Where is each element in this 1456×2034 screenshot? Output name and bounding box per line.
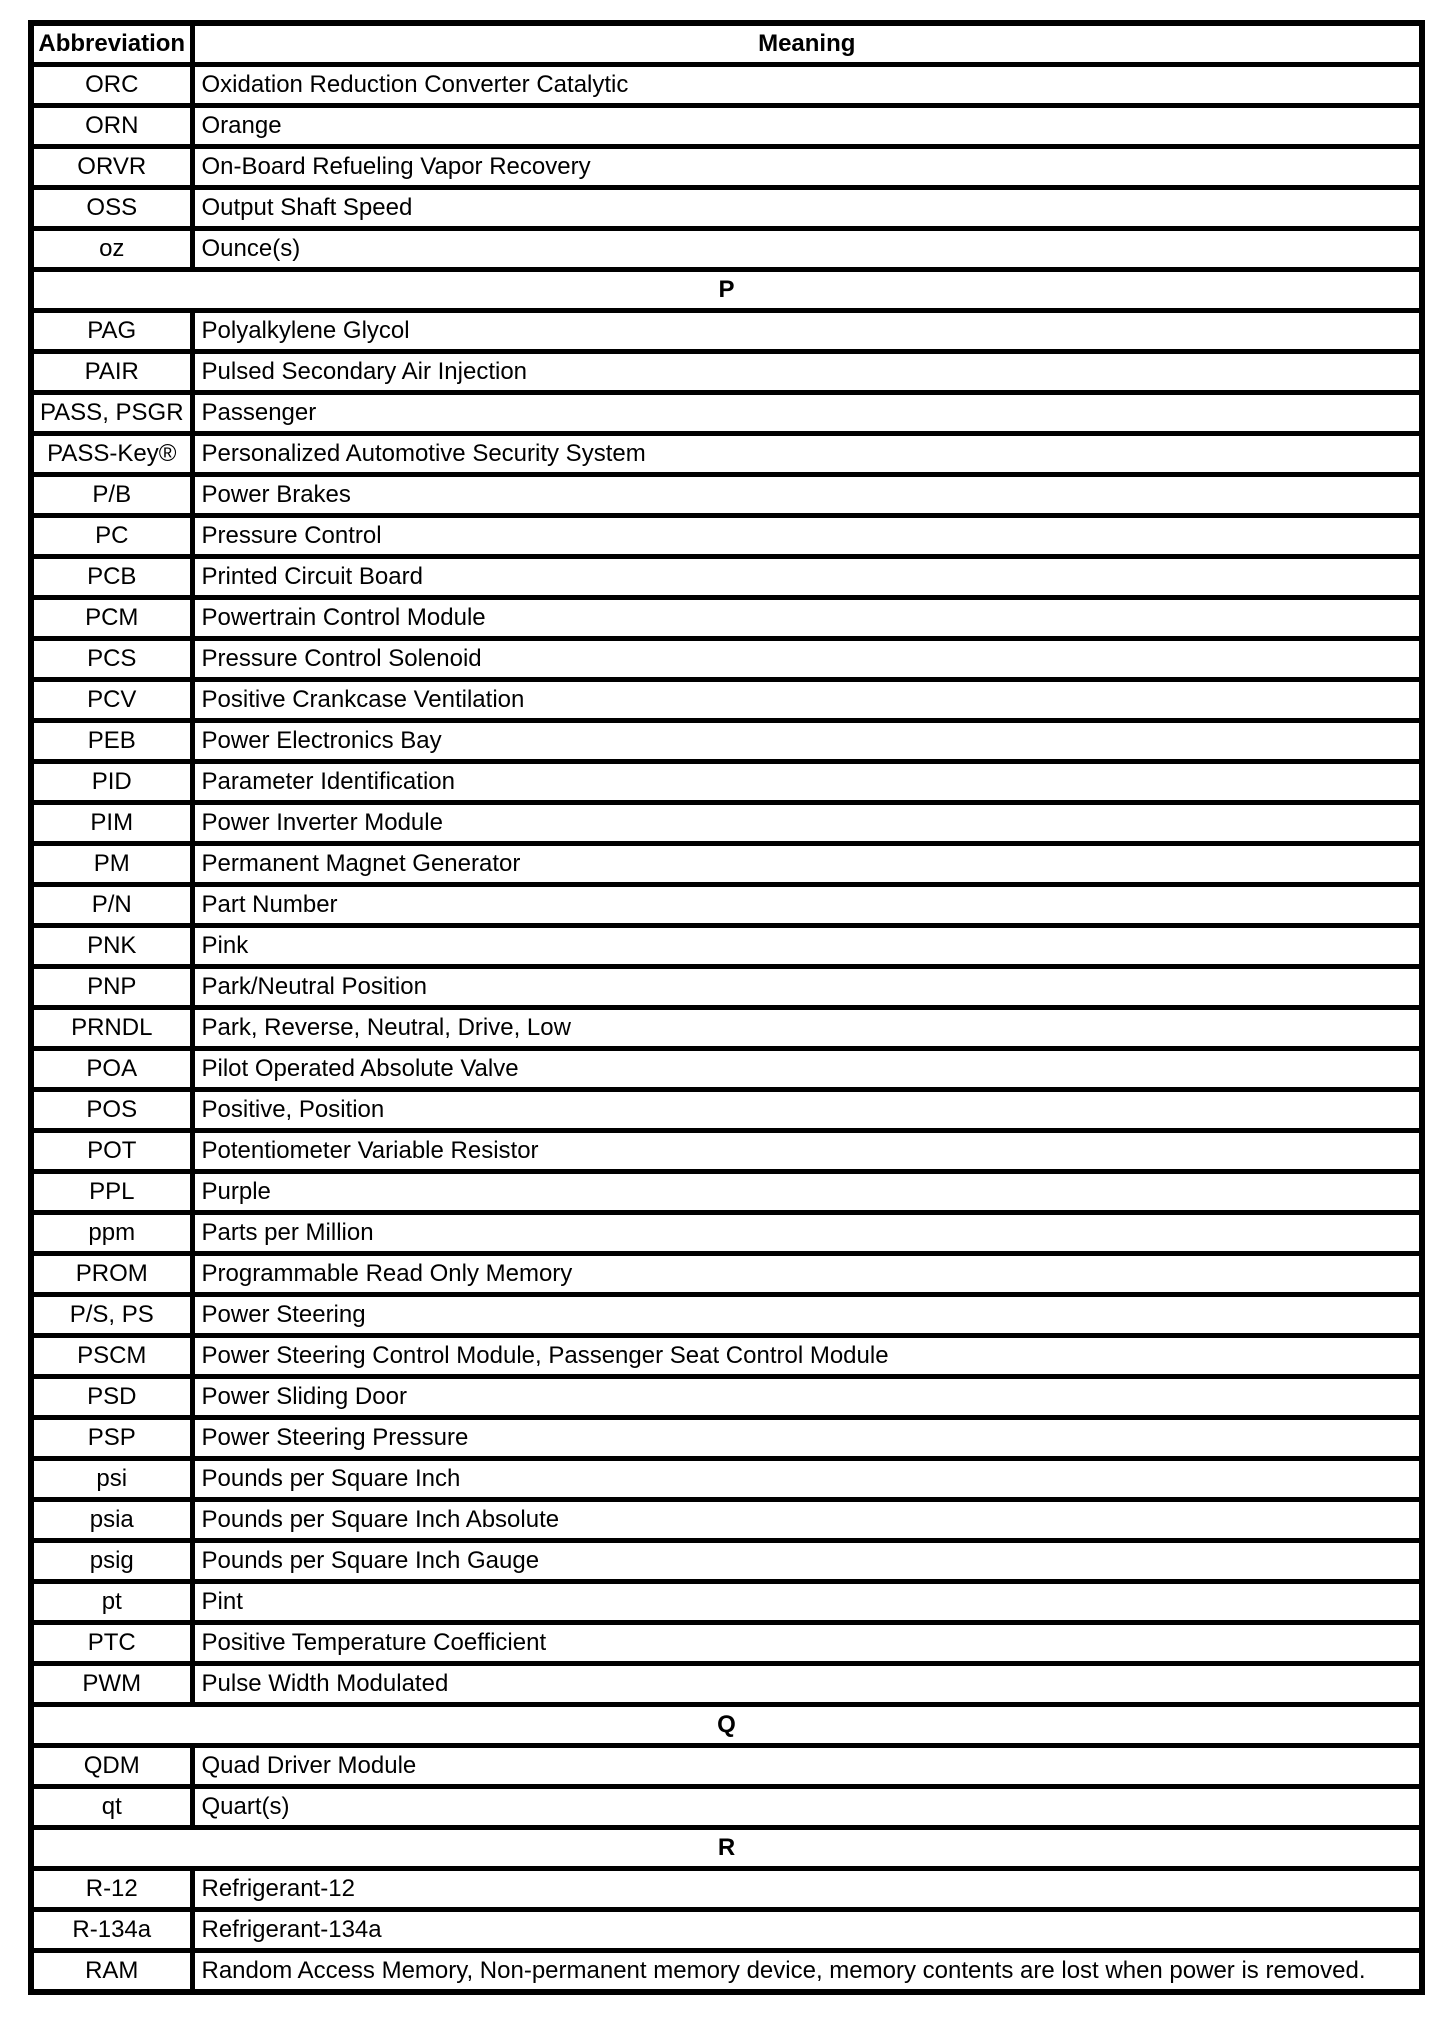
table-row: [31, 516, 1422, 557]
abbreviation-cell: PASS-Key®: [31, 434, 192, 475]
table-row: [31, 1090, 1422, 1131]
meaning-cell: Power Inverter Module: [192, 803, 1422, 844]
meaning-cell: Power Sliding Door: [192, 1377, 1422, 1418]
meaning-cell: Parameter Identification: [192, 762, 1422, 803]
table-row: [31, 1746, 1422, 1787]
table-row: [31, 1623, 1422, 1664]
table-row: [31, 844, 1422, 885]
abbreviation-cell: ORN: [31, 106, 192, 147]
meaning-cell: Quart(s): [192, 1787, 1422, 1828]
meaning-cell: Pounds per Square Inch Absolute: [192, 1500, 1422, 1541]
table-row: [31, 1049, 1422, 1090]
meaning-cell: Permanent Magnet Generator: [192, 844, 1422, 885]
abbreviation-cell: OSS: [31, 188, 192, 229]
table-row: [31, 1910, 1422, 1951]
abbreviation-cell: PSD: [31, 1377, 192, 1418]
meaning-cell: Oxidation Reduction Converter Catalytic: [192, 65, 1422, 106]
abbreviation-cell: PPL: [31, 1172, 192, 1213]
abbreviation-cell: PCM: [31, 598, 192, 639]
abbreviation-cell: PCV: [31, 680, 192, 721]
abbreviation-cell: PWM: [31, 1664, 192, 1705]
meaning-cell: Powertrain Control Module: [192, 598, 1422, 639]
abbreviation-cell: POA: [31, 1049, 192, 1090]
section-row: [31, 1828, 1422, 1869]
abbreviation-cell: PID: [31, 762, 192, 803]
meaning-cell: Positive, Position: [192, 1090, 1422, 1131]
section-row: [31, 270, 1422, 311]
abbreviation-cell: R-134a: [31, 1910, 192, 1951]
meaning-cell: Pounds per Square Inch Gauge: [192, 1541, 1422, 1582]
meaning-cell: Pressure Control Solenoid: [192, 639, 1422, 680]
abbreviation-cell: POS: [31, 1090, 192, 1131]
table-row: [31, 803, 1422, 844]
table-row: [31, 885, 1422, 926]
meaning-cell: Park/Neutral Position: [192, 967, 1422, 1008]
table-row: [31, 1500, 1422, 1541]
meaning-cell: Printed Circuit Board: [192, 557, 1422, 598]
table-row: [31, 1787, 1422, 1828]
section-row: [31, 1705, 1422, 1746]
abbreviation-cell: P/N: [31, 885, 192, 926]
table-row: [31, 65, 1422, 106]
meaning-cell: On-Board Refueling Vapor Recovery: [192, 147, 1422, 188]
abbreviation-cell: P/B: [31, 475, 192, 516]
abbreviation-cell: psia: [31, 1500, 192, 1541]
table-row: [31, 1008, 1422, 1049]
table-row: [31, 926, 1422, 967]
meaning-cell: Quad Driver Module: [192, 1746, 1422, 1787]
abbreviation-cell: POT: [31, 1131, 192, 1172]
meaning-cell: Pulsed Secondary Air Injection: [192, 352, 1422, 393]
table-row: [31, 1869, 1422, 1910]
abbreviation-cell: PNP: [31, 967, 192, 1008]
table-row: [31, 557, 1422, 598]
table-row: [31, 1459, 1422, 1500]
abbreviation-cell: PCB: [31, 557, 192, 598]
table-row: [31, 680, 1422, 721]
abbreviation-cell: RAM: [31, 1951, 192, 1993]
table-row: [31, 352, 1422, 393]
table-row: [31, 1664, 1422, 1705]
meaning-cell: Passenger: [192, 393, 1422, 434]
meaning-cell: Pint: [192, 1582, 1422, 1623]
abbreviation-cell: pt: [31, 1582, 192, 1623]
abbreviation-cell: psi: [31, 1459, 192, 1500]
meaning-cell: Power Steering: [192, 1295, 1422, 1336]
table-row: [31, 1213, 1422, 1254]
table-row: [31, 967, 1422, 1008]
abbreviation-cell: R-12: [31, 1869, 192, 1910]
table-row: [31, 1951, 1422, 1993]
table-row: [31, 1254, 1422, 1295]
table-row: [31, 1377, 1422, 1418]
table-row: [31, 639, 1422, 680]
meaning-cell: Power Steering Pressure: [192, 1418, 1422, 1459]
meaning-cell: Pulse Width Modulated: [192, 1664, 1422, 1705]
abbreviation-table: [28, 20, 1425, 1995]
meaning-cell: Pressure Control: [192, 516, 1422, 557]
header-abbreviation: Abbreviation: [31, 23, 192, 65]
abbreviation-cell: qt: [31, 1787, 192, 1828]
table-row: [31, 1336, 1422, 1377]
section-letter-label: R: [31, 1828, 1422, 1869]
table-row: [31, 1418, 1422, 1459]
abbreviation-cell: PSP: [31, 1418, 192, 1459]
table-row: [31, 106, 1422, 147]
abbreviation-cell: PAG: [31, 311, 192, 352]
table-row: [31, 147, 1422, 188]
table-row: [31, 1172, 1422, 1213]
abbreviation-cell: PSCM: [31, 1336, 192, 1377]
abbreviation-cell: PM: [31, 844, 192, 885]
meaning-cell: Pounds per Square Inch: [192, 1459, 1422, 1500]
meaning-cell: Part Number: [192, 885, 1422, 926]
abbreviation-cell: QDM: [31, 1746, 192, 1787]
table-row: [31, 311, 1422, 352]
meaning-cell: Ounce(s): [192, 229, 1422, 270]
meaning-cell: Personalized Automotive Security System: [192, 434, 1422, 475]
meaning-cell: Programmable Read Only Memory: [192, 1254, 1422, 1295]
table-row: [31, 598, 1422, 639]
table-row: [31, 475, 1422, 516]
table-row: [31, 188, 1422, 229]
meaning-cell: Potentiometer Variable Resistor: [192, 1131, 1422, 1172]
meaning-cell: Refrigerant-12: [192, 1869, 1422, 1910]
abbreviation-cell: ppm: [31, 1213, 192, 1254]
table-row: [31, 1131, 1422, 1172]
meaning-cell: Park, Reverse, Neutral, Drive, Low: [192, 1008, 1422, 1049]
meaning-cell: Parts per Million: [192, 1213, 1422, 1254]
abbreviation-cell: oz: [31, 229, 192, 270]
meaning-cell: Power Electronics Bay: [192, 721, 1422, 762]
abbreviation-cell: PC: [31, 516, 192, 557]
abbreviation-cell: ORC: [31, 65, 192, 106]
meaning-cell: Orange: [192, 106, 1422, 147]
meaning-cell: Power Brakes: [192, 475, 1422, 516]
table-row: [31, 721, 1422, 762]
meaning-cell: Purple: [192, 1172, 1422, 1213]
header-meaning: Meaning: [192, 23, 1422, 65]
table-row: [31, 762, 1422, 803]
section-letter-label: P: [31, 270, 1422, 311]
table-row: [31, 434, 1422, 475]
abbreviation-cell: PRNDL: [31, 1008, 192, 1049]
meaning-cell: Polyalkylene Glycol: [192, 311, 1422, 352]
section-letter-label: Q: [31, 1705, 1422, 1746]
abbreviation-cell: P/S, PS: [31, 1295, 192, 1336]
abbreviation-cell: PNK: [31, 926, 192, 967]
table-row: [31, 1295, 1422, 1336]
abbreviation-cell: PCS: [31, 639, 192, 680]
meaning-cell: Pilot Operated Absolute Valve: [192, 1049, 1422, 1090]
meaning-cell: Power Steering Control Module, Passenger Seat Control Module: [192, 1336, 1422, 1377]
meaning-cell: Pink: [192, 926, 1422, 967]
header-row: [31, 23, 1422, 65]
table-row: [31, 393, 1422, 434]
abbreviation-cell: PTC: [31, 1623, 192, 1664]
abbreviation-cell: psig: [31, 1541, 192, 1582]
table-row: [31, 229, 1422, 270]
abbreviation-cell: PEB: [31, 721, 192, 762]
meaning-cell: Positive Crankcase Ventilation: [192, 680, 1422, 721]
meaning-cell: Refrigerant-134a: [192, 1910, 1422, 1951]
meaning-cell: Positive Temperature Coefficient: [192, 1623, 1422, 1664]
table-row: [31, 1541, 1422, 1582]
meaning-cell: Random Access Memory, Non-permanent memory device, memory contents are lost when power is removed.: [192, 1951, 1422, 1993]
abbreviation-cell: PIM: [31, 803, 192, 844]
abbreviation-cell: PAIR: [31, 352, 192, 393]
table-row: [31, 1582, 1422, 1623]
abbreviation-cell: PASS, PSGR: [31, 393, 192, 434]
abbreviation-cell: PROM: [31, 1254, 192, 1295]
meaning-cell: Output Shaft Speed: [192, 188, 1422, 229]
abbreviation-cell: ORVR: [31, 147, 192, 188]
